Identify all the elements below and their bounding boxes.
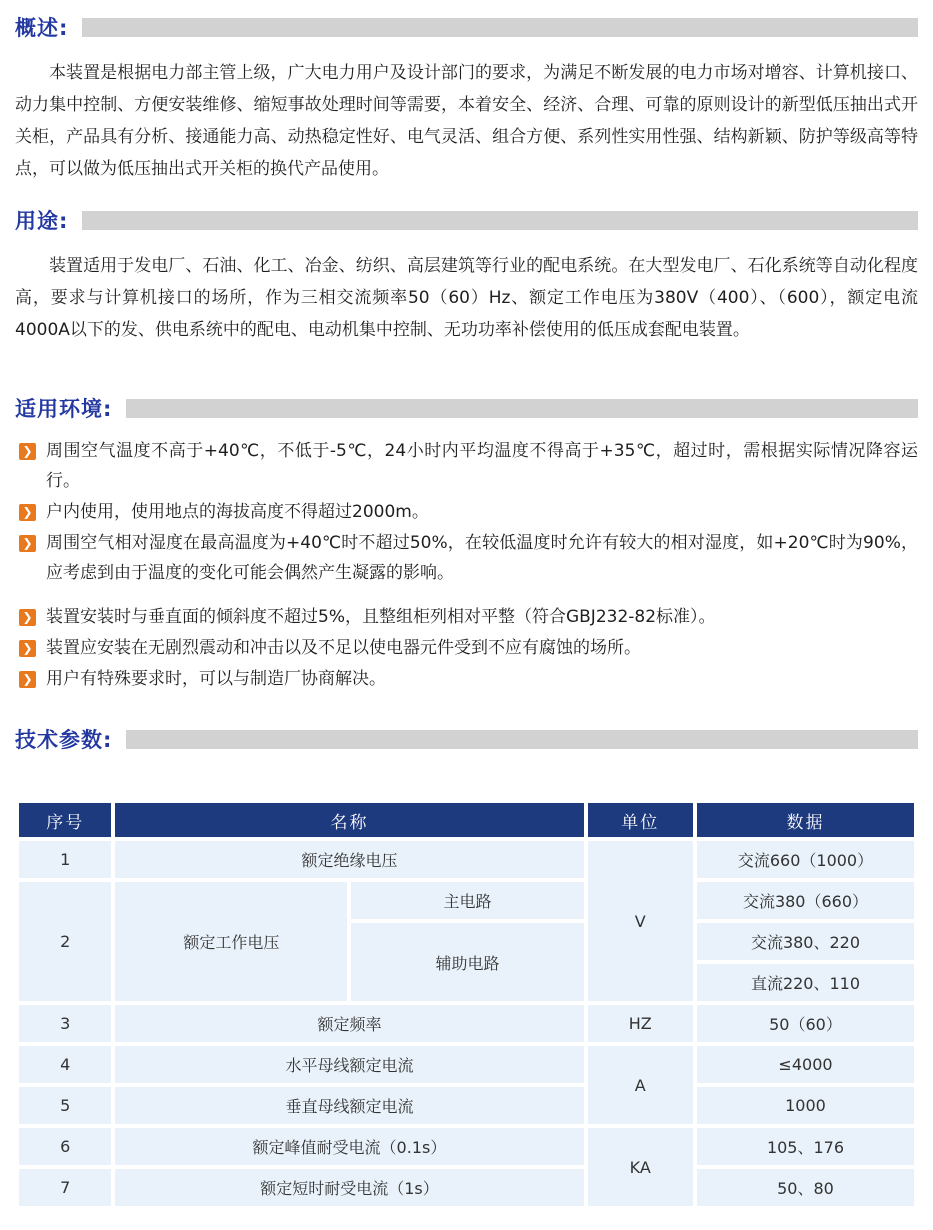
cell-no: 1 — [19, 841, 111, 878]
cell-name: 额定工作电压 — [115, 882, 347, 1001]
heading-rule-bar — [82, 211, 918, 230]
cell-data: 50、80 — [697, 1169, 914, 1206]
overview-heading-text: 概述: — [15, 16, 69, 40]
arrow-bullet-icon: ❯ — [19, 443, 36, 460]
cell-no: 5 — [19, 1087, 111, 1124]
header-cell-no: 序号 — [19, 803, 111, 837]
section-overview — [15, 12, 918, 185]
table-row — [19, 841, 914, 878]
list-item — [19, 602, 918, 632]
heading-rule-bar — [126, 399, 918, 418]
overview-heading — [15, 12, 918, 42]
table-row — [19, 1046, 914, 1083]
cell-name: 垂直母线额定电流 — [115, 1087, 583, 1124]
usage-heading-text: 用途: — [15, 209, 69, 233]
arrow-bullet-icon: ❯ — [19, 671, 36, 688]
table-row — [19, 1087, 914, 1124]
cell-name: 额定短时耐受电流（1s） — [115, 1169, 583, 1206]
table-row — [19, 1169, 914, 1206]
section-usage — [15, 205, 918, 346]
cell-no: 6 — [19, 1128, 111, 1165]
cell-name: 额定峰值耐受电流（0.1s） — [115, 1128, 583, 1165]
cell-unit: A — [588, 1046, 693, 1124]
environment-heading-text: 适用环境: — [15, 397, 113, 421]
table-row — [19, 1005, 914, 1042]
bullet-text: 户内使用，使用地点的海拔高度不得超过2000m。 — [46, 502, 429, 522]
arrow-bullet-icon: ❯ — [19, 640, 36, 657]
cell-data: 交流380、220 — [697, 923, 914, 960]
bullet-text: 用户有特殊要求时，可以与制造厂协商解决。 — [46, 669, 386, 689]
cell-data: 1000 — [697, 1087, 914, 1124]
table-row — [19, 1128, 914, 1165]
header-cell-unit: 单位 — [588, 803, 693, 837]
cell-data: 交流380（660） — [697, 882, 914, 919]
specs-heading — [15, 724, 918, 754]
bullet-text: 周围空气相对湿度在最高温度为+40℃时不超过50%，在较低温度时允许有较大的相对湿度，如+20℃时为90%，应考虑到由于温度的变化可能会偶然产生凝露的影响。 — [46, 533, 918, 583]
cell-data: 直流220、110 — [697, 964, 914, 1001]
cell-data: ≤4000 — [697, 1046, 914, 1083]
cell-no: 2 — [19, 882, 111, 1001]
cell-subname: 主电路 — [351, 882, 583, 919]
cell-unit: KA — [588, 1128, 693, 1206]
environment-bullet-list — [15, 436, 918, 694]
cell-data: 交流660（1000） — [697, 841, 914, 878]
specs-heading-text: 技术参数: — [15, 728, 113, 752]
bullet-text: 装置应安装在无剧烈震动和冲击以及不足以使电器元件受到不应有腐蚀的场所。 — [46, 638, 641, 658]
bullet-text: 周围空气温度不高于+40℃，不低于-5℃，24小时内平均温度不得高于+35℃，超过时，需根据实际情况降容运行。 — [46, 441, 918, 491]
overview-paragraph: 本装置是根据电力部主管上级，广大电力用户及设计部门的要求，为满足不断发展的电力市场对增容、计算机接口、动力集中控制、方便安装维修、缩短事故处理时间等需要，本着安全、经济、合理、可靠的原则设计的新型低压抽出式开关柜，产品具有分析、接通能力高、动热稳定性好、电气灵活、组合方便、系列性实用性强、结构新颖、防护等级高等特点，可以做为低压抽出式开关柜的换代产品使用。 — [15, 63, 918, 179]
environment-heading — [15, 393, 918, 423]
usage-paragraph: 装置适用于发电厂、石油、化工、冶金、纺织、高层建筑等行业的配电系统。在大型发电厂、石化系统等自动化程度高，要求与计算机接口的场所，作为三相交流频率50（60）Hz、额定工作电压为380V（400）、（600），额定电流4000A以下的发、供电系统中的配电、电动机集中控制、无功功率补偿使用的低压成套配电装置。 — [15, 256, 918, 340]
cell-subname: 辅助电路 — [351, 923, 583, 1001]
list-item — [19, 633, 918, 663]
cell-data: 105、176 — [697, 1128, 914, 1165]
header-cell-name: 名称 — [115, 803, 583, 837]
cell-name: 额定频率 — [115, 1005, 583, 1042]
heading-rule-bar — [126, 730, 918, 749]
list-item — [19, 497, 918, 527]
section-environment — [15, 393, 918, 694]
usage-heading — [15, 205, 918, 235]
list-item — [19, 664, 918, 694]
bullet-text: 装置安装时与垂直面的倾斜度不超过5%，且整组柜列相对平整（符合GBJ232-82标准）。 — [46, 607, 716, 627]
cell-no: 4 — [19, 1046, 111, 1083]
arrow-bullet-icon: ❯ — [19, 535, 36, 552]
spec-table — [15, 799, 918, 1210]
section-specs — [15, 724, 918, 1210]
heading-rule-bar — [82, 18, 918, 37]
list-item — [19, 436, 918, 496]
table-row — [19, 882, 914, 919]
cell-name: 水平母线额定电流 — [115, 1046, 583, 1083]
cell-no: 7 — [19, 1169, 111, 1206]
cell-unit: HZ — [588, 1005, 693, 1042]
cell-name: 额定绝缘电压 — [115, 841, 583, 878]
table-header-row — [19, 803, 914, 837]
arrow-bullet-icon: ❯ — [19, 504, 36, 521]
arrow-bullet-icon: ❯ — [19, 609, 36, 626]
cell-unit: V — [588, 841, 693, 1001]
spec-table-wrap — [15, 799, 918, 1210]
cell-data: 50（60） — [697, 1005, 914, 1042]
cell-no: 3 — [19, 1005, 111, 1042]
header-cell-data: 数据 — [697, 803, 914, 837]
list-item — [19, 528, 918, 588]
